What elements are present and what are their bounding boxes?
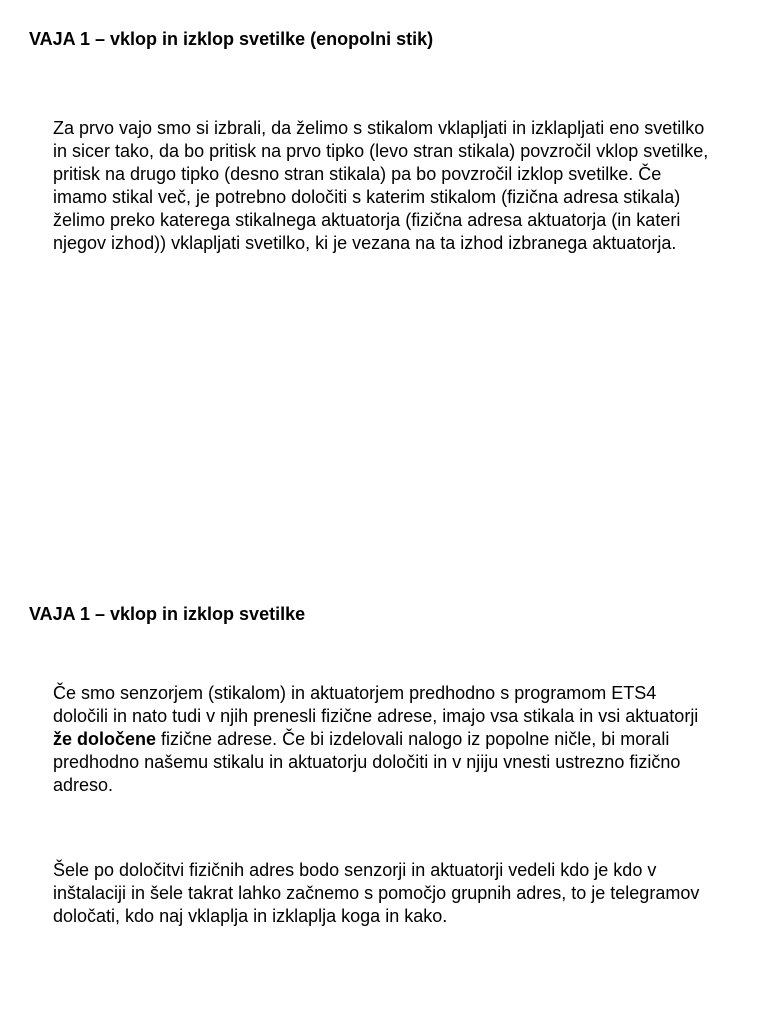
- section2-paragraph-2: Šele po določitvi fizičnih adres bodo senzorji in aktuatorji vedeli kdo je kdo v inštalaciji in šele takrat lahko začnemo s pomočjo grupnih adres, to je telegramov določati, kdo naj vklaplja in izklaplja koga in kako.: [53, 860, 700, 926]
- section1-paragraph: Za prvo vajo smo si izbrali, da želimo s stikalom vklapljati in izklapljati eno svetilko in sicer tako, da bo pritisk na prvo tipko (levo stran stikala) povzročil vklop svetilke, pritisk na drugo tipko (desno stran stikala) pa bo povzročil izklop svetilke. Če imamo stikal več, je potrebno določiti s katerim stikalom (fizična adresa stikala) želimo preko katerega stikalnega aktuatorja (fizična adresa aktuatorja (in kateri njegov izhod)) vklapljati svetilko, ki je vezana na ta izhod izbranega aktuatorja.: [53, 118, 709, 253]
- section1-heading: VAJA 1 – vklop in izklop svetilke (enopolni stik): [29, 29, 434, 49]
- section2-heading: VAJA 1 – vklop in izklop svetilke: [29, 604, 306, 624]
- paragraph-text-after-bold: fizične adrese. Če bi izdelovali nalogo iz popolne ničle, bi morali predhodno našemu stikalu in aktuatorju določiti in v njiju vnesti ustrezno fizično adreso.: [53, 729, 681, 795]
- bold-emphasis: že določene: [53, 729, 157, 749]
- section2-paragraph-1: [53, 682, 713, 797]
- paragraph-text-before-bold: Če smo senzorjem (stikalom) in aktuatorjem predhodno s programom ETS4 določili in nato tudi v njih prenesli fizične adrese, imajo vsa stikala in vsi aktuatorji: [53, 683, 699, 726]
